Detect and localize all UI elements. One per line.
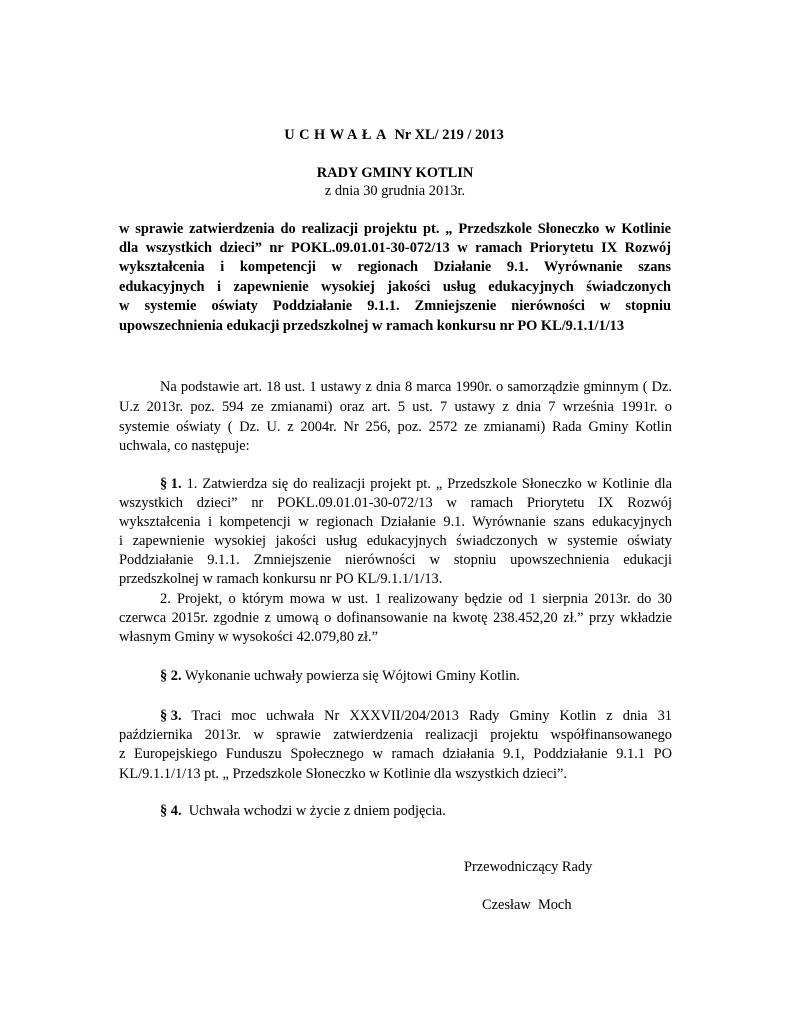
section-3-line: KL/9.1.1/1/13 pt. „ Przedszkole Słoneczko w Kotlinie dla wszystkich dzieci”. xyxy=(119,766,567,782)
section-1-point-2-line: własnym Gminy w wysokości 42.079,80 zł.” xyxy=(119,629,379,645)
section-4-mark: § 4. xyxy=(160,803,182,819)
section-3-line: z Europejskiego Funduszu Społecznego w ramach działania 9.1, Poddziałanie 9.1.1 PO xyxy=(119,746,672,762)
section-1-line: 1. Zatwierdza się do realizacji projekt pt. „ Przedszkole Słoneczko w Kotlinie dla xyxy=(181,476,672,492)
section-1-point-2-line: 2. Projekt, o którym mowa w ust. 1 realizowany będzie od 1 sierpnia 2013r. do 30 xyxy=(160,591,672,607)
subject-line: wykształcenia i kompetencji w regionach Działanie 9.1. Wyrównanie szans xyxy=(119,259,671,275)
resolution-title xyxy=(284,127,504,144)
subject-line: w systemie oświaty Poddziałanie 9.1.1. Zmniejszenie nierówności w stopniu xyxy=(119,298,671,314)
subject-line: w sprawie zatwierdzenia do realizacji projektu pt. „ Przedszkole Słoneczko w Kotlinie xyxy=(119,221,671,237)
preamble-line: systemie oświaty ( Dz. U. z 2004r. Nr 256, poz. 2572 ze zmianami) Rada Gminy Kotlin xyxy=(119,419,672,435)
subject-line: dla wszystkich dzieci” nr POKL.09.01.01-30-072/13 w ramach Priorytetu IX Rozwój xyxy=(119,240,671,256)
section-3-line: Traci moc uchwała Nr XXXVII/204/2013 Rady Gminy Kotlin z dnia 31 xyxy=(181,708,672,724)
section-1-point-2-line: czerwca 2015r. zgodnie z umową o dofinansowanie na kwotę 238.452,20 zł.” przy wkładzie xyxy=(119,610,672,626)
signature-role: Przewodniczący Rady xyxy=(464,859,593,875)
section-1-mark: § 1. xyxy=(160,476,182,492)
section-2 xyxy=(160,668,520,685)
signature-name: Czesław Moch xyxy=(482,897,572,913)
title-word: UCHWAŁA xyxy=(284,127,391,143)
section-4 xyxy=(160,803,446,820)
section-3-first-line xyxy=(160,708,672,725)
title-number: Nr XL/ 219 / 2013 xyxy=(394,127,504,143)
council-name: RADY GMINY KOTLIN xyxy=(316,165,474,181)
preamble-line: U.z 2013r. poz. 594 ze zmianami) oraz art. 5 ust. 7 ustawy z dnia 7 września 1991r. o xyxy=(119,399,672,415)
subject-line: upowszechnienia edukacji przedszkolnej w ramach konkursu nr PO KL/9.1.1/1/13 xyxy=(119,318,625,334)
subject-line: edukacyjnych i zapewnienie wysokiej jakości usług edukacyjnych świadczonych xyxy=(119,279,671,295)
section-1-line: Poddziałanie 9.1.1. Zmniejszenie nierówności w stopniu upowszechnienia edukacji xyxy=(119,552,672,568)
section-1-line: i zapewnienie wysokiej jakości usług edukacyjnych świadczonych w systemie oświaty xyxy=(119,533,672,549)
section-1-line: wykształcenia i kompetencji w regionach Działanie 9.1. Wyrównanie szans edukacyjnych xyxy=(119,514,672,530)
section-3-mark: § 3. xyxy=(160,708,182,724)
section-2-mark: § 2. xyxy=(160,668,182,684)
preamble-line: uchwala, co następuje: xyxy=(119,438,250,454)
section-3-line: października 2013r. w sprawie zatwierdzenia realizacji projektu współfinansowanego xyxy=(119,727,672,743)
section-1-line: wszystkich dzieci” nr POKL.09.01.01-30-072/13 w ramach Priorytetu IX Rozwój xyxy=(119,495,672,511)
section-2-text: Wykonanie uchwały powierza się Wójtowi Gminy Kotlin. xyxy=(181,668,520,684)
resolution-date: z dnia 30 grudnia 2013r. xyxy=(324,183,466,199)
preamble-line: Na podstawie art. 18 ust. 1 ustawy z dnia 8 marca 1990r. o samorządzie gminnym ( Dz. xyxy=(160,379,672,395)
section-1-line: przedszkolnej w ramach konkursu nr PO KL/9.1.1/1/13. xyxy=(119,571,443,587)
section-4-text: Uchwała wchodzi w życie z dniem podjęcia. xyxy=(181,803,446,819)
section-1-first-line xyxy=(160,476,672,493)
